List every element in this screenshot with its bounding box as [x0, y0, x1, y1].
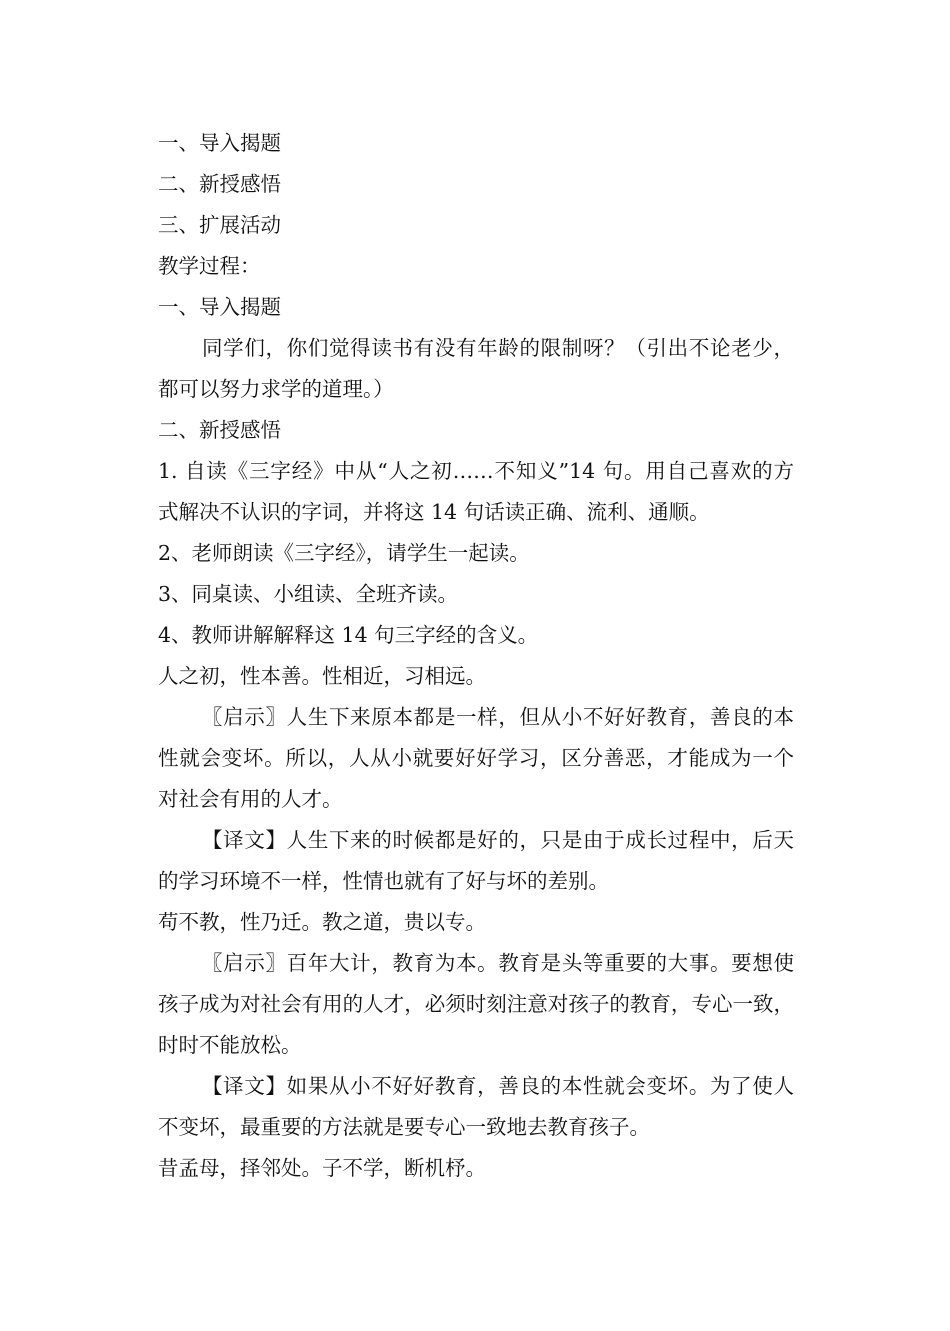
document-body [158, 123, 794, 1189]
text-line: 式解决不认识的字词，并将这 14 句话读正确、流利、通顺。 [158, 500, 710, 524]
text-line: 人之初，性本善。性相近，习相远。 [158, 664, 486, 688]
text-line: 不变坏，最重要的方法就是要专心一致地去教育孩子。 [158, 1115, 650, 1139]
text-line: 三、扩展活动 [158, 213, 281, 237]
text-line: 一、导入揭题 [158, 295, 281, 319]
text-line: 【译文】人生下来的时候都是好的，只是由于成长过程中，后天 [202, 828, 794, 852]
text-line: 同学们，你们觉得读书有没有年龄的限制呀？（引出不论老少， [202, 336, 794, 360]
text-line: 时时不能放松。 [158, 1033, 302, 1057]
text-line: 教学过程： [158, 254, 261, 278]
text-line: 1. 自读《三字经》中从“人之初……不知义”14 句。用自己喜欢的方 [158, 459, 794, 483]
text-line: 2、老师朗读《三字经》，请学生一起读。 [158, 541, 530, 565]
text-line: 二、新授感悟 [158, 418, 281, 442]
text-line: 昔孟母，择邻处。子不学，断机杼。 [158, 1156, 486, 1180]
text-line: 3、同桌读、小组读、全班齐读。 [158, 582, 459, 606]
text-line: 【译文】如果从小不好好教育，善良的本性就会变坏。为了使人 [202, 1074, 794, 1098]
text-line: 〖启示〗百年大计，教育为本。教育是头等重要的大事。要想使 [202, 951, 794, 975]
text-line: 孩子成为对社会有用的人才，必须时刻注意对孩子的教育，专心一致， [158, 992, 794, 1016]
text-line: 二、新授感悟 [158, 172, 281, 196]
text-line: 苟不教，性乃迁。教之道，贵以专。 [158, 910, 486, 934]
text-line: 一、导入揭题 [158, 131, 281, 155]
text-line: 对社会有用的人才。 [158, 787, 343, 811]
text-line: 都可以努力求学的道理。） [158, 377, 394, 401]
text-line: 4、教师讲解解释这 14 句三字经的含义。 [158, 623, 539, 647]
text-line: 性就会变坏。所以，人从小就要好好学习，区分善恶，才能成为一个 [158, 746, 794, 770]
text-line: 〖启示〗人生下来原本都是一样，但从小不好好教育，善良的本 [202, 705, 794, 729]
text-line: 的学习环境不一样，性情也就有了好与坏的差别。 [158, 869, 609, 893]
